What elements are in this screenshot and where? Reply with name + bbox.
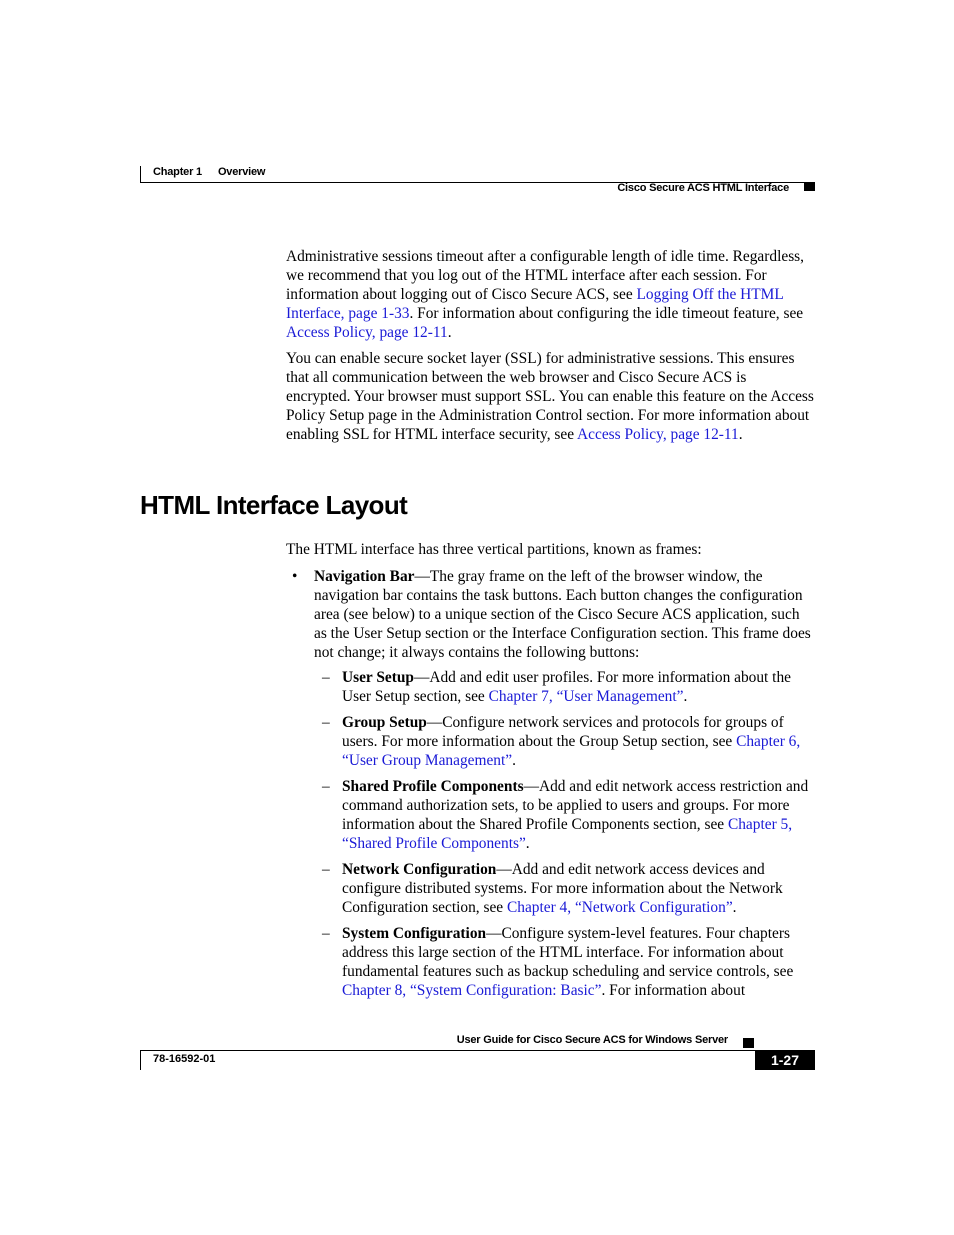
bullet-term: Navigation Bar	[314, 568, 415, 585]
footer-rule	[140, 1050, 815, 1051]
link-chapter-7[interactable]: Chapter 7, “User Management”	[488, 687, 684, 705]
running-title: Cisco Secure ACS HTML Interface	[617, 182, 789, 194]
subitem-network-configuration	[342, 861, 814, 918]
footer-marker	[743, 1038, 754, 1048]
bullet-navigation-bar	[314, 568, 814, 663]
p2-text-b: .	[738, 425, 743, 443]
subitem-text: —Add and edit network access devices and configure distributed systems. For more information about the Network Configuration section, see	[342, 861, 783, 916]
subitem-shared-profile-components	[342, 778, 814, 854]
section-intro: The HTML interface has three vertical partitions, known as frames:	[286, 541, 702, 558]
intro-paragraph-2	[286, 350, 814, 445]
dash-marker: –	[322, 778, 330, 795]
subitem-tail: .	[512, 751, 516, 769]
dash-marker: –	[322, 714, 330, 731]
p2-text-a: You can enable secure socket layer (SSL) for administrative sessions. This ensures that all communication between the web browser and Cisco Secure ACS is encrypted. Your browser must support SSL. You can enable this feature on the Access Policy Setup page in the Administration Control section. For more information about enabling SSL for HTML interface security, see	[286, 350, 814, 443]
subitem-term: System Configuration	[342, 925, 487, 942]
page-number: 1-27	[755, 1050, 815, 1070]
subitem-tail: . For information about	[601, 981, 746, 999]
link-chapter-5[interactable]: Chapter 5, “Shared Profile Components”	[342, 815, 793, 852]
chapter-label: Chapter 1	[153, 166, 202, 178]
subitem-text: —Configure network services and protocols for groups of users. For more information about the Group Setup section, see	[342, 714, 784, 750]
subitem-text: —Add and edit user profiles. For more information about the User Setup section, see	[342, 669, 791, 705]
subitem-text: —Add and edit network access restriction and command authorization sets, to be applied to users and groups. For more information about the Shared Profile Components section, see	[342, 778, 809, 833]
header-tick	[140, 166, 141, 182]
dash-marker: –	[322, 925, 330, 942]
intro-paragraph-1	[286, 248, 814, 343]
subitem-term: User Setup	[342, 669, 414, 686]
bullet-text: —The gray frame on the left of the browser window, the navigation bar contains the task buttons. Each button changes the configuration area (see below) to a unique section of the Cisco Secure ACS application, such as the User Setup section or the Interface Configuration section. This frame does not change; it always contains the following buttons:	[314, 568, 811, 661]
link-chapter-8[interactable]: Chapter 8, “System Configuration: Basic”	[342, 981, 602, 999]
subitem-user-setup	[342, 669, 814, 707]
section-label: Overview	[217, 166, 266, 178]
subitem-tail: .	[525, 834, 530, 852]
subitem-term: Shared Profile Components	[342, 778, 524, 795]
p1-text-a: Administrative sessions timeout after a configurable length of idle time. Regardless, we recommend that you log out of the HTML interface after each session. For information about logging out of Cisco Secure ACS, see	[286, 248, 805, 303]
subitem-tail: .	[683, 687, 688, 705]
dash-marker: –	[322, 669, 330, 686]
footer-doc-number: 78-16592-01	[153, 1053, 216, 1065]
subitem-term: Group Setup	[342, 714, 427, 731]
p1-text-b: . For information about configuring the idle timeout feature, see	[409, 304, 804, 322]
link-access-policy-2[interactable]: Access Policy, page 12-11	[577, 425, 739, 443]
dash-marker: –	[322, 861, 330, 878]
subitem-group-setup	[342, 714, 814, 771]
link-chapter-6[interactable]: Chapter 6, “User Group Management”	[342, 732, 801, 769]
subitem-text: —Configure system-level features. Four chapters address this large section of the HTML interface. For information about fundamental features such as backup scheduling and service controls, see	[342, 925, 794, 980]
header-chapter	[153, 166, 265, 178]
section-heading: HTML Interface Layout	[140, 490, 408, 520]
subitem-term: Network Configuration	[342, 861, 497, 878]
footer-tick	[140, 1050, 141, 1070]
footer-guide-title: User Guide for Cisco Secure ACS for Windows Server	[456, 1034, 728, 1046]
link-access-policy-1[interactable]: Access Policy, page 12-11	[286, 323, 448, 341]
header-marker	[804, 182, 815, 191]
p1-text-c: .	[447, 323, 452, 341]
subitem-system-configuration	[342, 925, 814, 1001]
link-logging-off[interactable]: Logging Off the HTML Interface, page 1-33	[286, 285, 784, 322]
subitem-tail: .	[732, 898, 737, 916]
link-chapter-4[interactable]: Chapter 4, “Network Configuration”	[506, 898, 733, 916]
bullet-marker: •	[292, 568, 298, 585]
